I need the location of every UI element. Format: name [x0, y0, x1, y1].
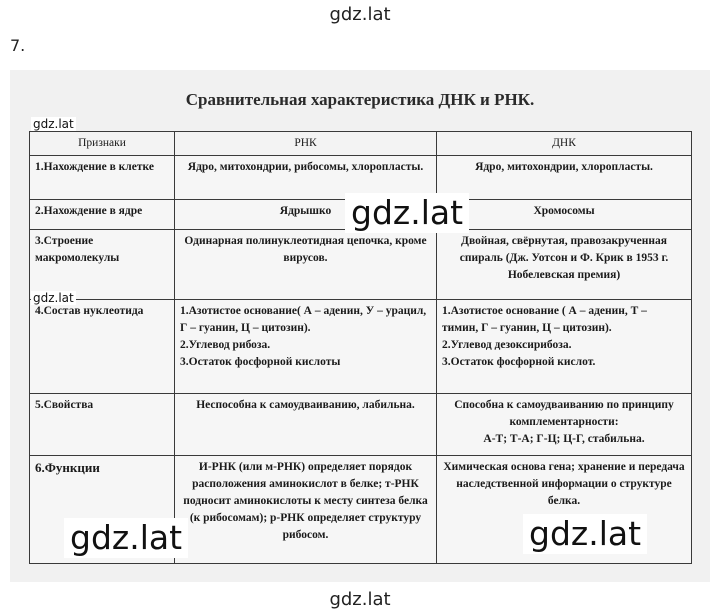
- cell-text: 1.Азотистое основание( А – аденин, У – урацил, Г – гуанин, Ц – цитозин).: [180, 305, 427, 334]
- watermark-large: gdz.lat: [523, 514, 647, 554]
- feature-cell: 3.Строение макромолекулы: [30, 230, 175, 300]
- rna-cell: [175, 230, 437, 300]
- watermark-small: gdz.lat: [33, 291, 74, 305]
- cell-text: А-Т; Т-А; Г-Ц; Ц-Г, стабильна.: [483, 433, 645, 445]
- table-row: [30, 230, 692, 300]
- task-number: 7.: [10, 36, 26, 55]
- cell-text: Способна к самоудваиванию по принципу комплементарности:: [454, 399, 674, 428]
- table-header-row: [30, 132, 692, 156]
- dna-cell: [437, 200, 692, 230]
- document-title: Сравнительная характеристика ДНК и РНК.: [185, 90, 535, 109]
- cell-text: И-РНК (или м-РНК) определяет порядок расположения аминокислот в белке; т-РНК подносит аминокислоты к месту синтеза белка (к рибосомам); р-РНК определяет структуру рибосом.: [183, 461, 428, 541]
- header-dna: ДНК: [437, 132, 692, 156]
- dna-cell: [437, 230, 692, 300]
- watermark-bottom: gdz.lat: [329, 589, 391, 610]
- feature-cell: 2.Нахождение в ядре: [30, 200, 175, 230]
- rna-cell: [175, 456, 437, 564]
- cell-text: Неспособна к самоудваиванию, лабильна.: [196, 399, 415, 411]
- cell-text: Двойная, свёрнутая, правозакрученная спираль (Дж. Уотсон и Ф. Крик в 1953 г. Нобелевская премия): [459, 235, 669, 281]
- dna-cell: [437, 300, 692, 394]
- watermark-small: gdz.lat: [33, 117, 74, 131]
- watermark-top: gdz.lat: [329, 4, 391, 25]
- rna-cell: [175, 300, 437, 394]
- cell-text: 3.Остаток фосфорной кислот.: [442, 356, 596, 368]
- cell-text: Химическая основа гена; хранение и передача наследственной информации о структуре белка.: [443, 461, 685, 507]
- feature-cell: 6.Функции: [30, 456, 175, 564]
- header-rna: РНК: [175, 132, 437, 156]
- cell-text: 2.Углевод дезоксирибоза.: [442, 339, 572, 351]
- rna-cell: [175, 394, 437, 456]
- cell-text: 1.Азотистое основание ( А – аденин, Т – тимин, Г – гуанин, Ц – цитозин).: [442, 305, 647, 334]
- feature-cell: 1.Нахождение в клетке: [30, 156, 175, 200]
- cell-text: Ядрышко: [279, 205, 332, 217]
- table-row: [30, 394, 692, 456]
- cell-text: Хромосомы: [533, 205, 595, 217]
- watermark-large: gdz.lat: [345, 193, 469, 233]
- dna-cell: [437, 394, 692, 456]
- watermark-large: gdz.lat: [64, 518, 188, 558]
- cell-text: 3.Остаток фосфорной кислоты: [180, 356, 341, 368]
- feature-cell: 5.Свойства: [30, 394, 175, 456]
- cell-text: Одинарная полинуклеотидная цепочка, кроме вирусов.: [184, 235, 427, 264]
- feature-cell: 4.Состав нуклеотида: [30, 300, 175, 394]
- cell-text: 2.Углевод рибоза.: [180, 339, 271, 351]
- dna-cell: [437, 156, 692, 200]
- cell-text: Ядро, митохондрии, хлоропласты.: [475, 161, 653, 173]
- table-row: [30, 300, 692, 394]
- header-features: Признаки: [30, 132, 175, 156]
- cell-text: Ядро, митохондрии, рибосомы, хлоропласты.: [187, 161, 424, 173]
